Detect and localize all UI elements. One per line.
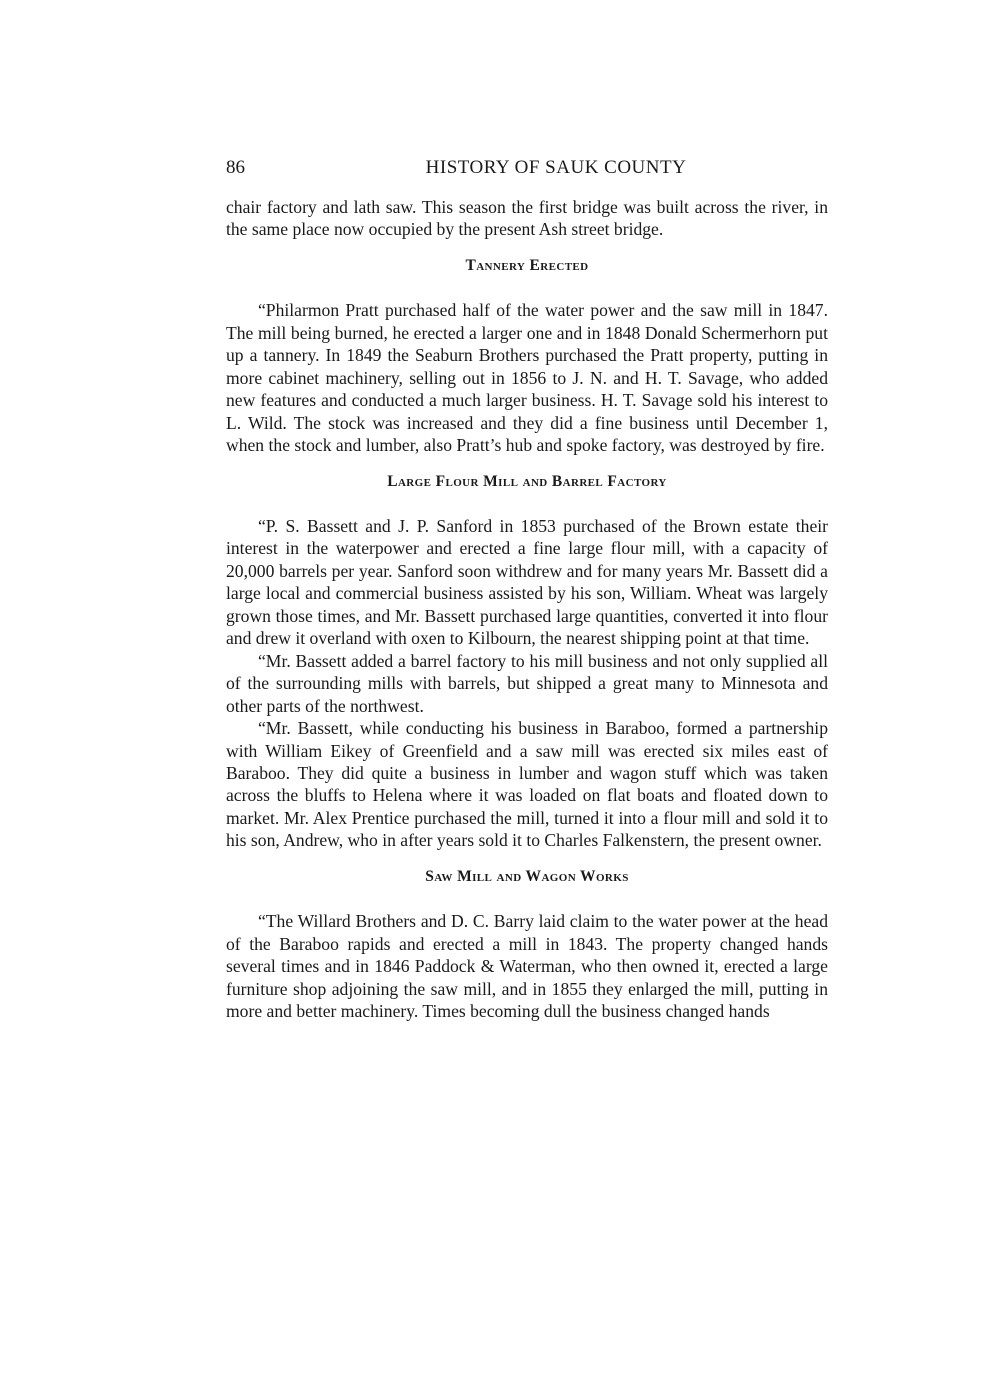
section-heading-tannery-erected: Tannery Erected bbox=[465, 256, 589, 274]
paragraph: “Mr. Bassett added a barrel factory to his mill business and not only supplied all of the surrounding mills with barrels, but shipped a great many to Minnesota and other parts of the northwest. bbox=[226, 650, 828, 716]
body-text bbox=[226, 196, 828, 1023]
book-title: HISTORY OF SAUK COUNTY bbox=[425, 157, 687, 178]
paragraph: “Philarmon Pratt purchased half of the water power and the saw mill in 1847. The mill being burned, he erected a larger one and in 1848 Donald Schermerhorn put up a tannery. In 1849 the Seaburn Brothers purchased the Pratt property, putting in more cabinet machinery, selling out in 1856 to J. N. and H. T. Savage, who added new features and conducted a much larger business. H. T. Savage sold his interest to L. Wild. The stock was increased and they did a fine business until December 1, when the stock and lumber, also Pratt’s hub and spoke factory, was destroyed by fire. bbox=[226, 300, 828, 456]
paragraph: “The Willard Brothers and D. C. Barry laid claim to the water power at the head of the Baraboo rapids and erected a mill in 1843. The property changed hands several times and in 1846 Paddock & Waterman, who then owned it, erected a large furniture shop adjoining the saw mill, and in 1855 they enlarged the mill, putting in more and better machinery. Times becoming dull the business changed hands bbox=[226, 911, 828, 1022]
paragraph: “P. S. Bassett and J. P. Sanford in 1853 purchased of the Brown estate their interest in the waterpower and erected a fine large flour mill, with a capacity of 20,000 barrels per year. Sanford soon withdrew and for many years Mr. Bassett did a large local and commercial business assisted by his son, William. Wheat was largely grown those times, and Mr. Bassett purchased large quantities, converted it into flour and drew it overland with oxen to Kilbourn, the nearest shipping point at that time. bbox=[226, 515, 828, 649]
section-heading-large-flour-mill: Large Flour Mill and Barrel Factory bbox=[387, 472, 667, 490]
section-heading-saw-mill-wagon-works: Saw Mill and Wagon Works bbox=[425, 867, 629, 885]
page-number: 86 bbox=[226, 157, 245, 178]
running-head bbox=[226, 157, 826, 183]
paragraph: “Mr. Bassett, while conducting his business in Baraboo, formed a partnership with William Eikey of Greenfield and a saw mill was erected six miles east of Baraboo. They did quite a business in lumber and wagon stuff which was taken across the bluffs to Helena where it was loaded on flat boats and floated down to market. Mr. Alex Prentice purchased the mill, turned it into a flour mill and sold it to his son, Andrew, who in after years sold it to Charles Falkenstern, the present owner. bbox=[226, 718, 828, 851]
opening-paragraph: chair factory and lath saw. This season the first bridge was built across the river, in the same place now occupied by the present Ash street bridge. bbox=[226, 197, 828, 240]
